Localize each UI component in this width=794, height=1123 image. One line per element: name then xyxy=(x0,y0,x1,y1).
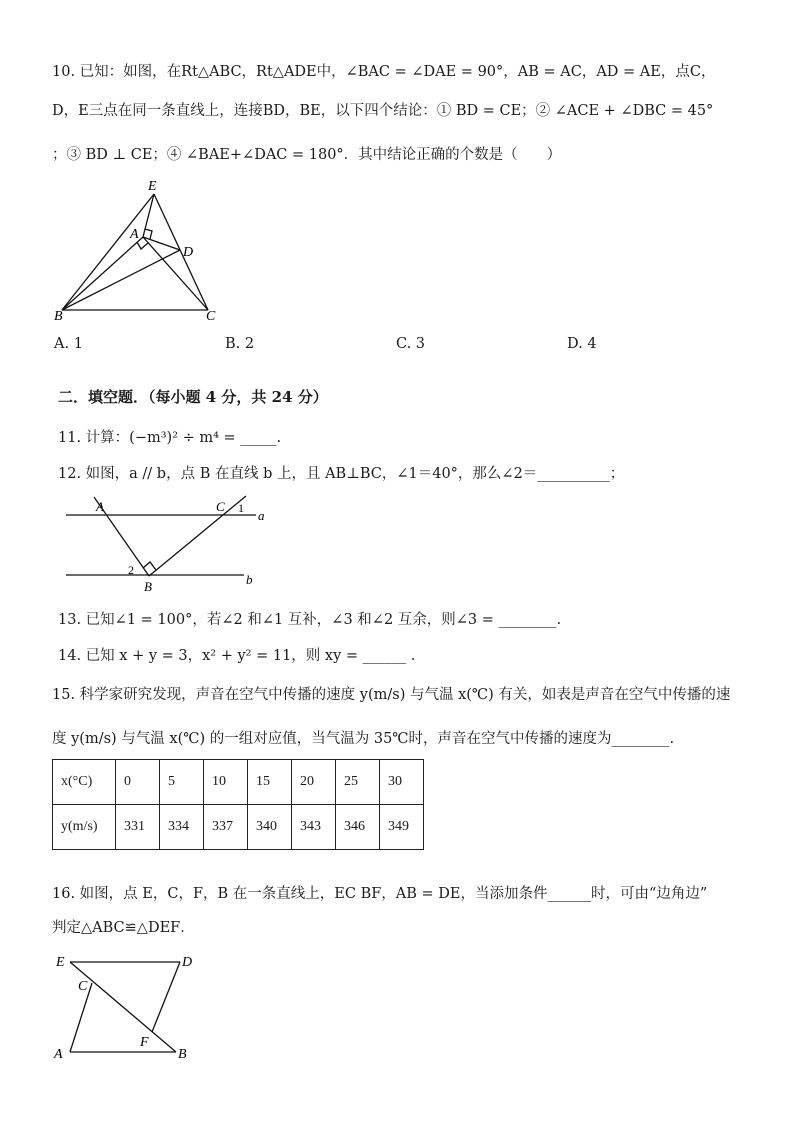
q15-table-cell-x: 5 xyxy=(160,760,204,805)
q15-table-cell-y: 340 xyxy=(248,805,292,850)
q15-value-table xyxy=(52,759,424,850)
q16-quadrilateral-figure xyxy=(48,946,208,1066)
q12-label-line-a: a xyxy=(258,508,265,523)
q10-option-d[interactable]: D. 4 xyxy=(567,336,597,352)
q10-label-a: A xyxy=(130,227,139,242)
q12-right-angle-mark xyxy=(143,562,156,570)
q16-line-1: 16. 如图，点 E，C，F，B 在一条直线上，EC BF，AB = DE，当添加条件______时，可由“边角边” xyxy=(52,886,708,902)
q15-table-header-y: y(m/s) xyxy=(53,805,116,850)
q10-label-d: D xyxy=(183,245,194,260)
q15-table-cell-y: 337 xyxy=(204,805,248,850)
q10-option-b[interactable]: B. 2 xyxy=(225,336,255,352)
q10-label-c: C xyxy=(206,309,216,322)
q15-table-cell-x: 20 xyxy=(292,760,336,805)
q12-label-angle-2: 2 xyxy=(128,563,134,577)
q16-label-a: A xyxy=(54,1047,63,1062)
q16-label-d: D xyxy=(182,955,193,970)
q12-parallel-lines-figure xyxy=(60,490,270,596)
q15-table-cell-y: 343 xyxy=(292,805,336,850)
q13-text: 13. 已知∠1 = 100°，若∠2 和∠1 互补，∠3 和∠2 互余，则∠3 = ________. xyxy=(58,612,562,628)
q10-label-b: B xyxy=(54,309,63,322)
q15-table-cell-y: 349 xyxy=(380,805,424,850)
q10-segment-be xyxy=(62,194,154,310)
q15-line-2: 度 y(m/s) 与气温 x(℃) 的一组对应值，当气温为 35℃时，声音在空气中传播的速度为________. xyxy=(52,731,675,747)
q10-segment-bd xyxy=(62,250,180,310)
q10-option-a[interactable]: A. 1 xyxy=(54,336,83,352)
q15-table-cell-x: 10 xyxy=(204,760,248,805)
q11-text: 11. 计算：(−m³)² ÷ m⁴ = _____. xyxy=(58,430,282,446)
q16-label-b: B xyxy=(178,1047,187,1062)
q15-line-1: 15. 科学家研究发现，声音在空气中传播的速度 y(m/s) 与气温 x(℃) 有关，如表是声音在空气中传播的速 xyxy=(52,687,731,703)
q10-label-e: E xyxy=(148,179,157,194)
q12-label-a-point: A xyxy=(96,499,104,514)
q16-label-f: F xyxy=(140,1035,149,1050)
q15-table-row-y xyxy=(53,805,424,850)
q16-line-2: 判定△ABC≌△DEF． xyxy=(52,920,195,936)
q12-label-c-point: C xyxy=(216,499,225,514)
q15-table-cell-x: 25 xyxy=(336,760,380,805)
q15-table-cell-x: 0 xyxy=(116,760,160,805)
q12-label-line-b: b xyxy=(246,572,253,587)
q12-label-angle-1: 1 xyxy=(238,501,244,515)
q12-label-b-point: B xyxy=(144,579,152,594)
q15-table-cell-y: 334 xyxy=(160,805,204,850)
q15-table-cell-x: 15 xyxy=(248,760,292,805)
q15-table-cell-x: 30 xyxy=(380,760,424,805)
q16-label-c: C xyxy=(78,979,88,994)
q10-segment-ba xyxy=(62,237,143,310)
q10-line-3: ；③ BD ⊥ CE；④ ∠BAE+∠DAC = 180°．其中结论正确的个数是（ ） xyxy=(52,147,562,163)
q10-line-1: 10. 已知：如图，在Rt△ABC，Rt△ADE中，∠BAC = ∠DAE = 90°，AB = AC，AD = AE，点C， xyxy=(52,64,716,80)
q10-line-2: D，E三点在同一条直线上，连接BD，BE，以下四个结论：① BD = CE；② ∠ACE + ∠DBC = 45° xyxy=(52,103,714,119)
q12-text: 12. 如图，a // b，点 B 在直线 b 上，且 AB⊥BC，∠1＝40°，那么∠2＝__________； xyxy=(58,466,625,482)
section-2-title: 二．填空题．（每小题 4 分，共 24 分） xyxy=(58,388,328,406)
q15-table-cell-y: 331 xyxy=(116,805,160,850)
q10-option-c[interactable]: C. 3 xyxy=(396,336,426,352)
q12-line-bc xyxy=(149,496,246,576)
q14-text: 14. 已知 x + y = 3，x² + y² = 11，则 xy = ______ . xyxy=(58,648,416,664)
q15-table-header-x: x(°C) xyxy=(53,760,116,805)
q10-right-angle-mark-2 xyxy=(137,242,148,249)
q15-table-cell-y: 346 xyxy=(336,805,380,850)
q16-label-e: E xyxy=(56,955,65,970)
q15-table-row-x xyxy=(53,760,424,805)
q16-segment-fd xyxy=(152,962,180,1032)
q10-segment-ec xyxy=(154,194,208,310)
q16-segment-eb xyxy=(70,962,176,1052)
q10-triangle-figure xyxy=(48,176,228,322)
